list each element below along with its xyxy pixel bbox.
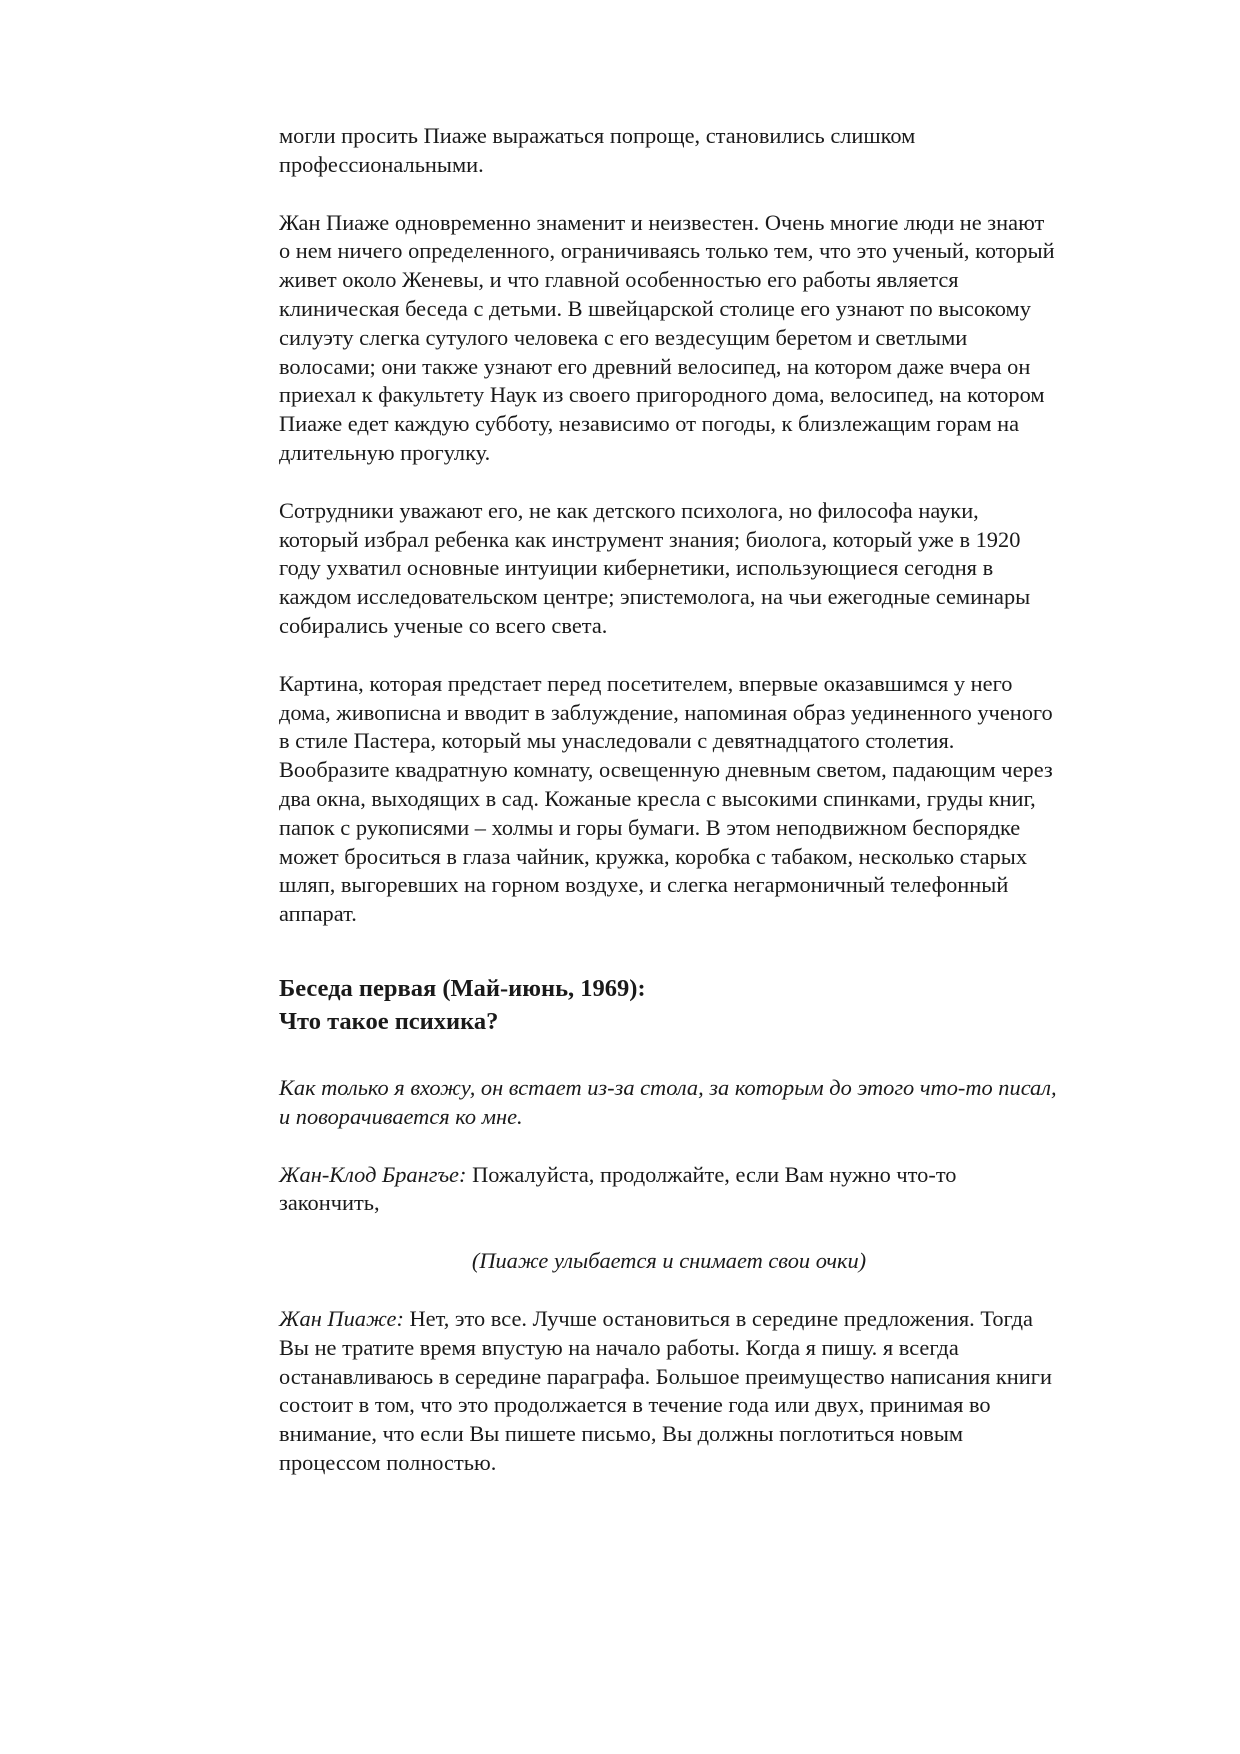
document-page <box>279 122 1059 1478</box>
dialogue-brangier <box>279 1161 1059 1219</box>
section-heading-line2: Что такое психика? <box>279 1007 499 1035</box>
paragraph-colleagues: Сотрудники уважают его, не как детского психолога, но философа науки, который избрал ребенка как инструмент знания; биолога, который уже в 1920 году ухватил основные интуиции кибернетики, использующиеся сегодня в каждом исследовательском центре; эпистемолога, на чьи ежегодные семинары собирались ученые со всего света. <box>279 497 1031 638</box>
paragraph-about-piaget: Жан Пиаже одновременно знаменит и неизвестен. Очень многие люди не знают о нем ничего определенного, ограничиваясь только тем, что это ученый, который живет около Женевы, и что главной особенностью его работы является клиническая беседа с детьми. В швейцарской столице его узнают по высокому силуэту слегка сутулого человека с его вездесущим беретом и светлыми волосами; они также узнают его древний велосипед, на котором даже вчера он приехал к факультету Наук из своего пригородного дома, велосипед, на котором Пиаже едет каждую субботу, независимо от погоды, к близлежащим горам на длительную прогулку. <box>279 209 1055 465</box>
section-heading-line1: Беседа первая (Май-июнь, 1969): <box>279 974 646 1002</box>
stage-direction: (Пиаже улыбается и снимает свои очки) <box>471 1248 867 1274</box>
stage-intro: Как только я вхожу, он встает из-за стола, за которым до этого что-то писал, и поворачивается ко мне. <box>279 1074 1057 1129</box>
speech-text: Нет, это все. Лучше остановиться в середине предложения. Тогда Вы не тратите время впустую на начало работы. Когда я пишу. я всегда останавливаюсь в середине параграфа. Большое преимущество написания книги состоит в том, что это продолжается в течение года или двух, принимая во внимание, что если Вы пишете письмо, Вы должны поглотиться новым процессом полностью. <box>279 1305 1052 1475</box>
dialogue-piaget <box>279 1305 1059 1478</box>
speech-text: Пожалуйста, продолжайте, если Вам нужно что-то закончить, <box>279 1161 957 1216</box>
speaker-name: Жан-Клод Брангъе: <box>279 1161 467 1187</box>
speaker-name: Жан Пиаже: <box>279 1305 404 1331</box>
section-heading <box>279 972 1059 1038</box>
paragraph-room-description: Картина, которая предстает перед посетителем, впервые оказавшимся у него дома, живописна и вводит в заблуждение, напоминая образ уединенного ученого в стиле Пастера, который мы унаследовали с девятнадцатого столетия. Вообразите квадратную комнату, освещенную дневным светом, падающим через два окна, выходящих в сад. Кожаные кресла с высокими спинками, груды книг, папок с рукописями – холмы и горы бумаги. В этом неподвижном беспорядке может броситься в глаза чайник, кружка, коробка с табаком, несколько старых шляп, выгоревших на горном воздухе, и слегка негармоничный телефонный аппарат. <box>279 670 1053 927</box>
paragraph-continuation: могли просить Пиаже выражаться попроще, становились слишком профессиональными. <box>279 123 916 177</box>
